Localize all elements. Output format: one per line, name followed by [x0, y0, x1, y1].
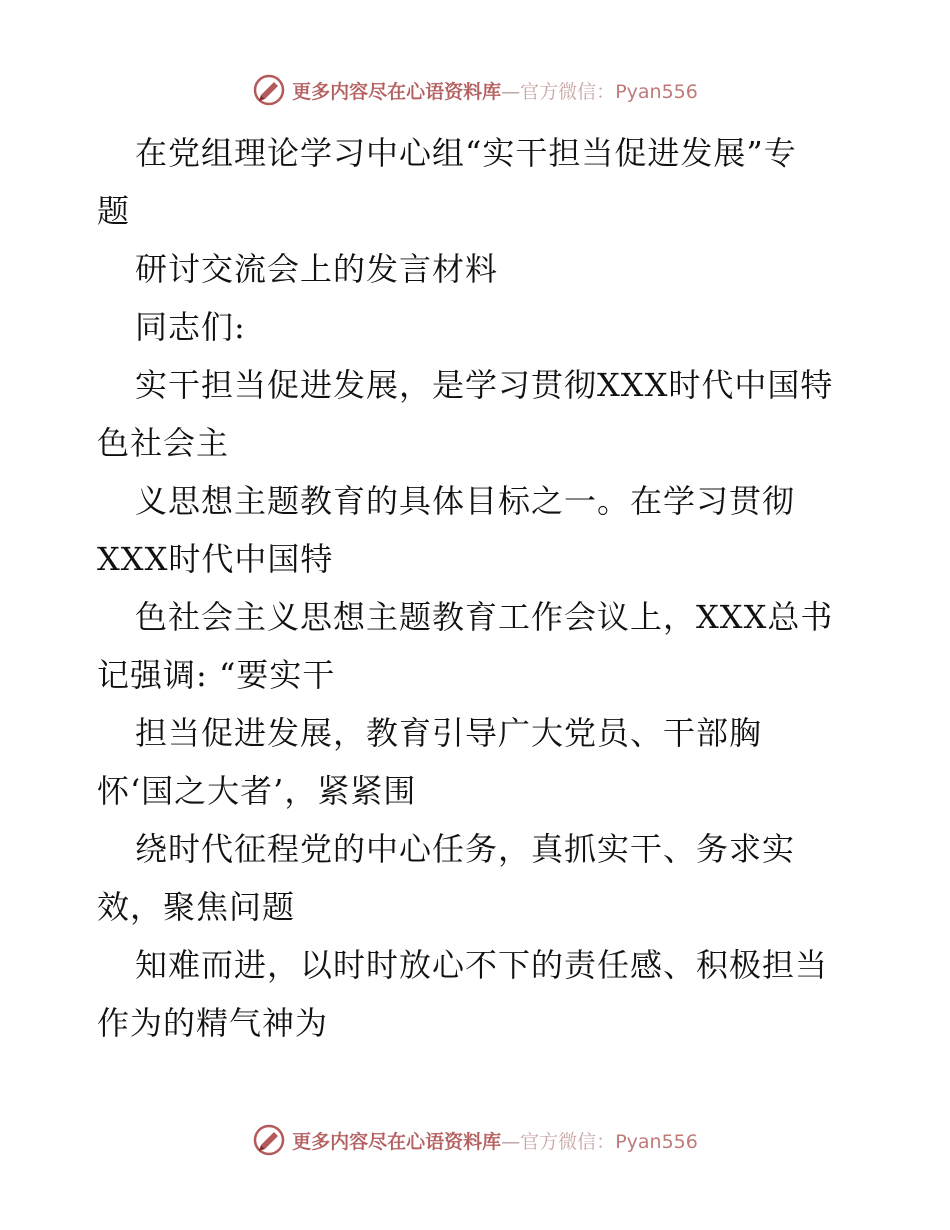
watermark-official: 官方微信：	[520, 1130, 616, 1153]
document-line: 研讨交流会上的发言材料	[135, 250, 499, 288]
footer-watermark	[0, 1120, 950, 1160]
header-watermark	[0, 70, 950, 110]
pen-logo-icon	[252, 1123, 286, 1157]
document-line: 同志们:	[135, 308, 246, 346]
watermark-brand: 更多内容尽在心语资料库	[292, 80, 502, 103]
document-line: 色社会主义思想主题教育工作会议上，XXX总书	[135, 598, 834, 636]
document-line: XXX时代中国特	[97, 540, 334, 578]
watermark-text	[292, 77, 698, 104]
document-line: 效，聚焦问题	[97, 888, 296, 926]
document-line: 担当促进发展，教育引导广大党员、干部胸	[135, 714, 763, 752]
watermark-handle: Pyan556	[615, 80, 698, 103]
watermark-official: 官方微信：	[520, 80, 616, 103]
document-line: 义思想主题教育的具体目标之一。在学习贯彻	[135, 482, 796, 520]
watermark-brand: 更多内容尽在心语资料库	[292, 1130, 502, 1153]
pen-logo-icon	[252, 73, 286, 107]
document-body	[97, 124, 857, 1052]
document-line: 绕时代征程党的中心任务，真抓实干、务求实	[135, 830, 796, 868]
document-line: 在党组理论学习中心组“实干担当促进发展”专	[135, 134, 797, 172]
document-line: 记强调: “要实干	[97, 656, 336, 694]
watermark-dash: —	[501, 1130, 521, 1153]
watermark-handle: Pyan556	[615, 1130, 698, 1153]
document-line: 题	[97, 192, 131, 230]
document-line: 怀‘国之大者’，紧紧围	[97, 772, 417, 810]
document-line: 作为的精气神为	[97, 1004, 329, 1042]
watermark-dash: —	[501, 80, 521, 103]
watermark-text	[292, 1127, 698, 1154]
document-line: 实干担当促进发展，是学习贯彻XXX时代中国特	[135, 366, 834, 404]
document-line: 知难而进，以时时放心不下的责任感、积极担当	[135, 946, 829, 984]
document-line: 色社会主	[97, 424, 230, 462]
